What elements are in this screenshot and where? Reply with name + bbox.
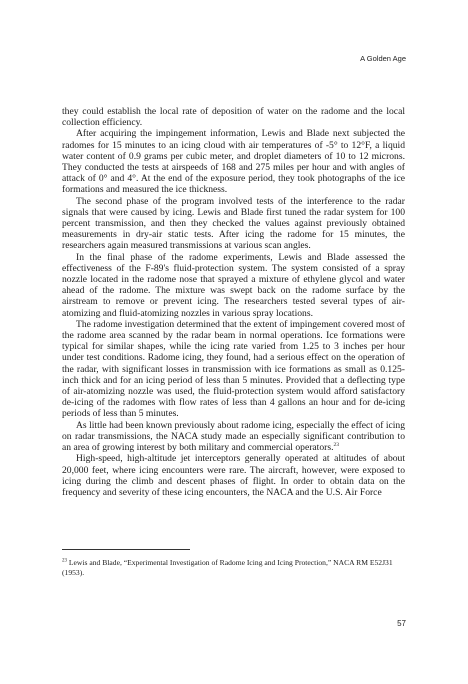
footnote-number: 23	[62, 558, 67, 564]
page-number: 57	[397, 619, 406, 628]
footnote-reference: 23	[333, 441, 339, 448]
paragraph-text: As little had been known previously about radome icing, especially the effect of icing on radar transmissions, the NACA study made an especially significant contribution to an area of growing interest by both military and commercial operators.	[62, 419, 405, 454]
running-head: A Golden Age	[360, 54, 406, 63]
body-text	[62, 106, 405, 498]
paragraph: In the final phase of the radome experiments, Lewis and Blade assessed the effectiveness of the F-89's fluid-protection system. The system consisted of a spray nozzle located in the radome nose that sprayed a mixture of ethylene glycol and water ahead of the radome. The mixture was swept back on the radome surface by the airstream to remove or prevent icing. The researchers tested several types of air-atomizing and fluid-atomizing nozzles in various spray locations.	[62, 251, 405, 319]
footnote-text: Lewis and Blade, “Experimental Investigation of Radome Icing and Icing Protection,” NACA RM E52J31 (1953).	[62, 558, 393, 577]
footnote-divider	[62, 549, 190, 550]
footnote	[62, 558, 405, 577]
paragraph: High-speed, high-altitude jet interceptors generally operated at altitudes of about 20,000 feet, where icing encounters were rare. The aircraft, however, were exposed to icing during the climb and descent phases of flight. In order to obtain data on the frequency and severity of these icing encounters, the NACA and the U.S. Air Force	[62, 453, 405, 498]
paragraph: The radome investigation determined that the extent of impingement covered most of the radome area scanned by the radar beam in normal operations. Ice formations were typical for similar shapes, while the icing rate varied from 1.25 to 3 inches per hour under test conditions. Radome icing, they found, had a serious effect on the operation of the radar, with significant losses in transmission with ice formations as small as 0.125-inch thick and for an icing period of less than 5 minutes. Provided that a deflecting type of air-atomizing nozzle was used, the fluid-protection system would afford satisfactory de-icing of the radomes with flow rates of less than 4 gallons an hour and for de-icing periods of less than 5 minutes.	[62, 318, 405, 420]
paragraph: After acquiring the impingement information, Lewis and Blade next subjected the radomes for 15 minutes to an icing cloud with air temperatures of -5° to 12°F, a liquid water content of 0.9 grams per cubic meter, and droplet diameters of 10 to 12 microns. They conducted the tests at airspeeds of 168 and 275 miles per hour and with angles of attack of 0° and 4°. At the end of the exposure period, they took photographs of the ice formations and measured the ice thickness.	[62, 128, 405, 196]
paragraph-with-note	[62, 420, 405, 454]
paragraph: they could establish the local rate of deposition of water on the radome and the local collection efficiency.	[62, 106, 405, 129]
paragraph: The second phase of the program involved tests of the interference to the radar signals that were caused by icing. Lewis and Blade first tuned the radar system for 100 percent transmission, and then they checked the values against previously obtained measurements in dry-air static tests. After icing the radome for 15 minutes, the researchers again measured transmissions at various scan angles.	[62, 195, 405, 252]
